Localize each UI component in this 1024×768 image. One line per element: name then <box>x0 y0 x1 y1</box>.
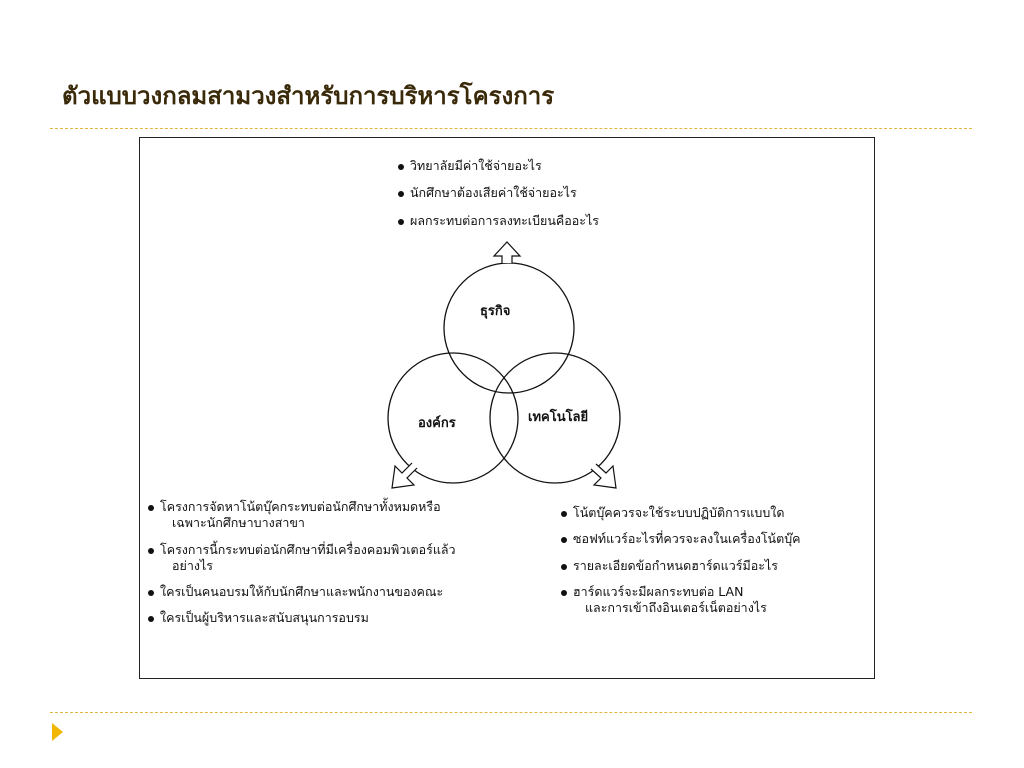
list-item: รายละเอียดข้อกำหนดฮาร์ดแวร์มีอะไร <box>561 558 801 574</box>
technology-question-list <box>561 505 801 626</box>
list-item: ซอฟท์แวร์อะไรที่ควรจะลงในเครื่องโน้ตบุ๊ค <box>561 531 801 547</box>
slide-bullet-arrow-icon <box>52 723 63 741</box>
bullet-dot <box>398 191 404 197</box>
list-item: โครงการนี้กระทบต่อนักศึกษาที่มีเครื่องคอมพิวเตอร์แล้ว อย่างไร <box>148 542 456 575</box>
title-divider <box>50 128 972 129</box>
footer-divider <box>50 712 972 713</box>
list-item: ฮาร์ดแวร์จะมีผลกระทบต่อ LAN และการเข้าถึงอินเตอร์เน็ตอย่างไร <box>561 584 801 617</box>
business-circle <box>444 263 574 393</box>
list-item: โครงการจัดหาโน้ตบุ๊คกระทบต่อนักศึกษาทั้งหมดหรือ เฉพาะนักศึกษาบางสาขา <box>148 499 456 532</box>
bullet-dot <box>561 564 567 570</box>
three-sphere-figure <box>139 137 875 679</box>
list-item: ใครเป็นผู้บริหารและสนับสนุนการอบรม <box>148 610 456 626</box>
list-item: นักศึกษาต้องเสียค่าใช้จ่ายอะไร <box>398 185 599 201</box>
technology-arrow <box>591 464 616 488</box>
list-item: โน้ตบุ๊คควรจะใช้ระบบปฏิบัติการแบบใด <box>561 505 801 521</box>
bullet-dot <box>561 590 567 596</box>
list-item: วิทยาลัยมีค่าใช้จ่ายอะไร <box>398 158 599 174</box>
bullet-dot <box>398 219 404 225</box>
organization-arrow <box>392 463 417 488</box>
bullet-dot <box>398 164 404 170</box>
list-item: ผลกระทบต่อการลงทะเบียนคืออะไร <box>398 213 599 229</box>
bullet-dot <box>148 616 154 622</box>
bullet-dot <box>561 537 567 543</box>
slide-title: ตัวแบบวงกลมสามวงสำหรับการบริหารโครงการ <box>62 81 555 110</box>
bullet-dot <box>148 505 154 511</box>
organization-label: องค์กร <box>418 416 456 431</box>
business-label: ธุรกิจ <box>480 304 511 319</box>
organization-question-list <box>148 499 456 637</box>
bullet-dot <box>148 548 154 554</box>
bullet-dot <box>148 590 154 596</box>
bullet-dot <box>561 511 567 517</box>
business-arrow <box>494 242 520 263</box>
business-question-list <box>398 158 599 240</box>
technology-label: เทคโนโลยี <box>528 410 589 425</box>
list-item: ใครเป็นคนอบรมให้กับนักศึกษาและพนักงานของคณะ <box>148 584 456 600</box>
